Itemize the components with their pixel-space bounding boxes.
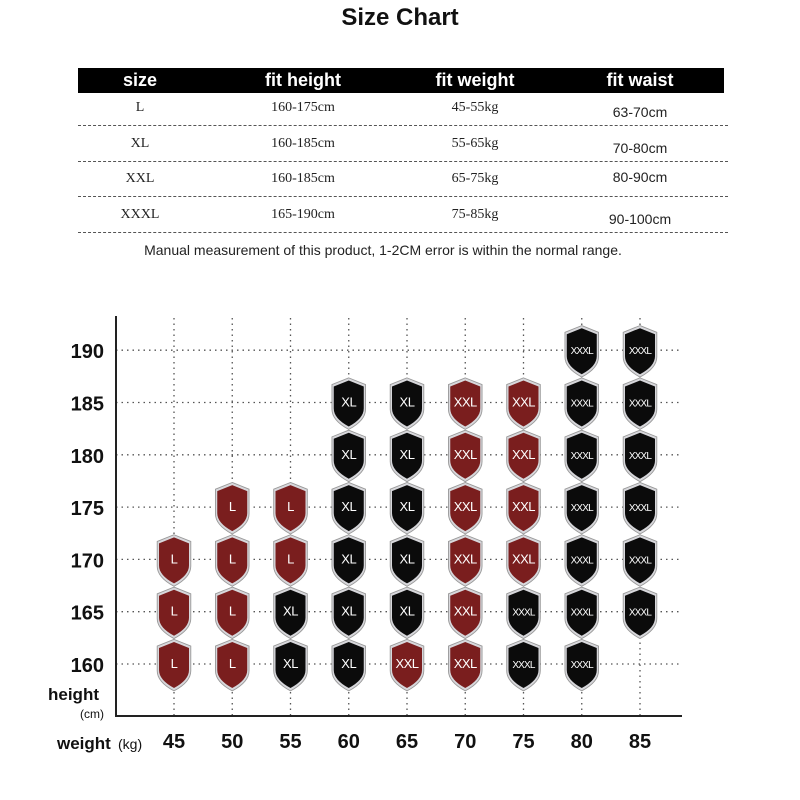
size-badge-label: XL	[283, 656, 298, 671]
size-badge-label: L	[228, 499, 236, 515]
x-axis-label: weight	[57, 734, 111, 753]
size-badge-l	[157, 535, 191, 587]
x-axis-unit: (kg)	[118, 736, 143, 752]
header-size: size	[122, 70, 158, 90]
y-tick-label: 165	[70, 602, 104, 625]
size-badge-xxxl	[507, 587, 541, 639]
size-badge-xl	[274, 587, 308, 639]
size-badge-label: L	[287, 551, 294, 567]
table-cell-waist: 80-90cm	[612, 169, 668, 185]
size-badge-l	[157, 639, 191, 691]
size-badge-label: XL	[399, 551, 415, 567]
size-badge-label: XXXL	[570, 450, 593, 462]
page-title: Size Chart	[341, 4, 459, 31]
table-cell-size: XXL	[125, 171, 155, 186]
size-badge-xxxl	[565, 639, 599, 691]
x-tick-label: 80	[570, 731, 593, 753]
size-badge-xxl	[448, 482, 482, 534]
size-badge-label: L	[170, 603, 178, 619]
size-badge-l	[215, 535, 249, 587]
table-cell-height: 165-190cm	[271, 206, 335, 222]
y-axis-label: height	[48, 685, 99, 704]
size-badge-xxl	[448, 535, 482, 587]
size-badge-label: L	[170, 656, 178, 671]
header-fit-weight: fit weight	[435, 70, 515, 90]
size-badge-label: XXL	[511, 499, 536, 515]
size-badge-xl	[332, 535, 366, 587]
x-tick-label: 45	[162, 731, 186, 753]
size-badge-label: XXL	[453, 656, 477, 671]
size-badge-xxxl	[507, 639, 541, 691]
size-badge-l	[274, 482, 308, 534]
size-badge-label: XXXL	[570, 398, 593, 410]
y-tick-label: 170	[70, 550, 104, 573]
size-badge-label: XL	[341, 446, 357, 462]
header-fit-waist: fit waist	[606, 70, 674, 90]
table-cell-size: XXXL	[120, 206, 160, 222]
size-badge-xxxl	[565, 430, 599, 482]
size-badge-xxl	[448, 430, 482, 482]
y-tick-label: 185	[70, 393, 104, 416]
size-badge-label: XL	[399, 394, 415, 410]
size-badge-xl	[390, 482, 424, 534]
size-badge-label: XXXL	[570, 346, 593, 358]
size-badge-xxl	[507, 482, 541, 534]
size-badge-label: XL	[341, 603, 357, 619]
size-badge-label: XXXL	[628, 346, 652, 358]
table-cell-height: 160-175cm	[271, 100, 335, 115]
size-badge-label: XXL	[453, 499, 477, 515]
x-tick-label: 75	[512, 731, 535, 753]
size-badge-xxl	[448, 587, 482, 639]
y-axis-unit: (cm)	[80, 707, 104, 721]
size-badge-label: XXXL	[512, 607, 535, 619]
size-badge-xxxl	[623, 430, 657, 482]
size-badge-xl	[274, 639, 308, 691]
size-badge-xxxl	[623, 326, 657, 378]
size-badge-xxxl	[565, 326, 599, 378]
size-badge-xl	[332, 587, 366, 639]
size-badge-xxxl	[565, 587, 599, 639]
size-badge-xxl	[507, 378, 541, 430]
size-badge-xxl	[507, 535, 541, 587]
size-badge-xxxl	[623, 482, 657, 534]
size-badge-xxxl	[623, 378, 657, 430]
size-badge-label: XL	[341, 499, 357, 515]
size-badge-l	[215, 482, 249, 534]
size-badge-xxxl	[565, 535, 599, 587]
x-tick-label: 85	[628, 731, 652, 753]
size-badge-label: XXXL	[628, 607, 652, 619]
measurement-note: Manual measurement of this product, 1-2CM error is within the normal range.	[144, 242, 622, 258]
size-badge-label: XXXL	[628, 555, 652, 567]
x-tick-label: 60	[337, 731, 360, 753]
size-badge-label: XL	[399, 603, 415, 619]
size-badge-label: L	[228, 603, 236, 619]
size-badge-label: XXL	[453, 551, 477, 567]
size-badge-label: L	[287, 499, 294, 515]
size-badge-label: XXL	[511, 551, 536, 567]
size-badge-label: XXL	[453, 446, 477, 462]
header-fit-height: fit height	[265, 70, 341, 90]
size-badge-label: XXXL	[628, 398, 652, 410]
x-tick-label: 50	[221, 731, 244, 753]
table-cell-weight: 65-75kg	[451, 171, 499, 186]
table-cell-weight: 55-65kg	[451, 135, 499, 151]
x-tick-label: 65	[395, 731, 419, 753]
table-cell-height: 160-185cm	[271, 171, 335, 186]
size-badge-xxxl	[623, 587, 657, 639]
size-badge-xxl	[448, 639, 482, 691]
y-tick-label: 175	[70, 498, 104, 521]
size-badge-label: XXXL	[570, 555, 593, 567]
table-cell-waist: 63-70cm	[612, 104, 668, 120]
size-badge-label: XXL	[395, 656, 419, 671]
size-badge-xxxl	[623, 535, 657, 587]
size-badge-label: XXL	[511, 394, 536, 410]
x-tick-label: 70	[454, 731, 477, 753]
size-badge-label: XL	[399, 499, 415, 515]
x-tick-label: 55	[279, 731, 302, 753]
size-badge-label: XXXL	[570, 607, 593, 619]
table-cell-height: 160-185cm	[271, 135, 335, 151]
size-badge-label: XXXL	[628, 450, 652, 462]
table-cell-weight: 45-55kg	[451, 100, 499, 115]
size-badge-xxl	[390, 639, 424, 691]
table-cell-size: L	[135, 100, 145, 115]
size-badge-xl	[332, 639, 366, 691]
size-badge-xl	[390, 430, 424, 482]
size-badge-label: XL	[341, 656, 357, 671]
size-badge-l	[157, 587, 191, 639]
size-badge-label: L	[228, 656, 236, 671]
size-badge-label: XXXL	[570, 503, 593, 515]
size-badge-xl	[332, 378, 366, 430]
size-badge-label: XXL	[511, 446, 536, 462]
size-badge-label: XL	[283, 603, 298, 619]
size-badge-l	[274, 535, 308, 587]
size-badge-label: XL	[341, 394, 357, 410]
size-badge-label: XL	[399, 446, 415, 462]
size-badge-label: XL	[341, 551, 357, 567]
size-badge-label: L	[170, 551, 178, 567]
size-badge-label: L	[228, 551, 236, 567]
size-badge-xxl	[507, 430, 541, 482]
size-badge-xl	[390, 378, 424, 430]
size-badge-label: XXXL	[512, 660, 535, 671]
size-badge-xxxl	[565, 378, 599, 430]
table-cell-size: XL	[130, 135, 150, 151]
size-badge-xl	[390, 535, 424, 587]
y-tick-label: 190	[70, 341, 104, 364]
size-badge-xl	[332, 430, 366, 482]
size-badge-label: XXXL	[628, 503, 652, 515]
size-badge-l	[215, 587, 249, 639]
size-badge-label: XXL	[453, 603, 477, 619]
size-badge-xxxl	[565, 482, 599, 534]
table-cell-waist: 90-100cm	[608, 210, 672, 227]
y-tick-label: 180	[70, 445, 104, 468]
size-badge-xl	[390, 587, 424, 639]
size-badge-label: XXL	[453, 394, 477, 410]
table-cell-waist: 70-80cm	[612, 139, 668, 156]
size-badge-xl	[332, 482, 366, 534]
size-badge-xxl	[448, 378, 482, 430]
y-tick-label: 160	[70, 655, 104, 677]
table-cell-weight: 75-85kg	[451, 206, 499, 222]
size-badge-label: XXXL	[570, 660, 593, 671]
size-badge-l	[215, 639, 249, 691]
